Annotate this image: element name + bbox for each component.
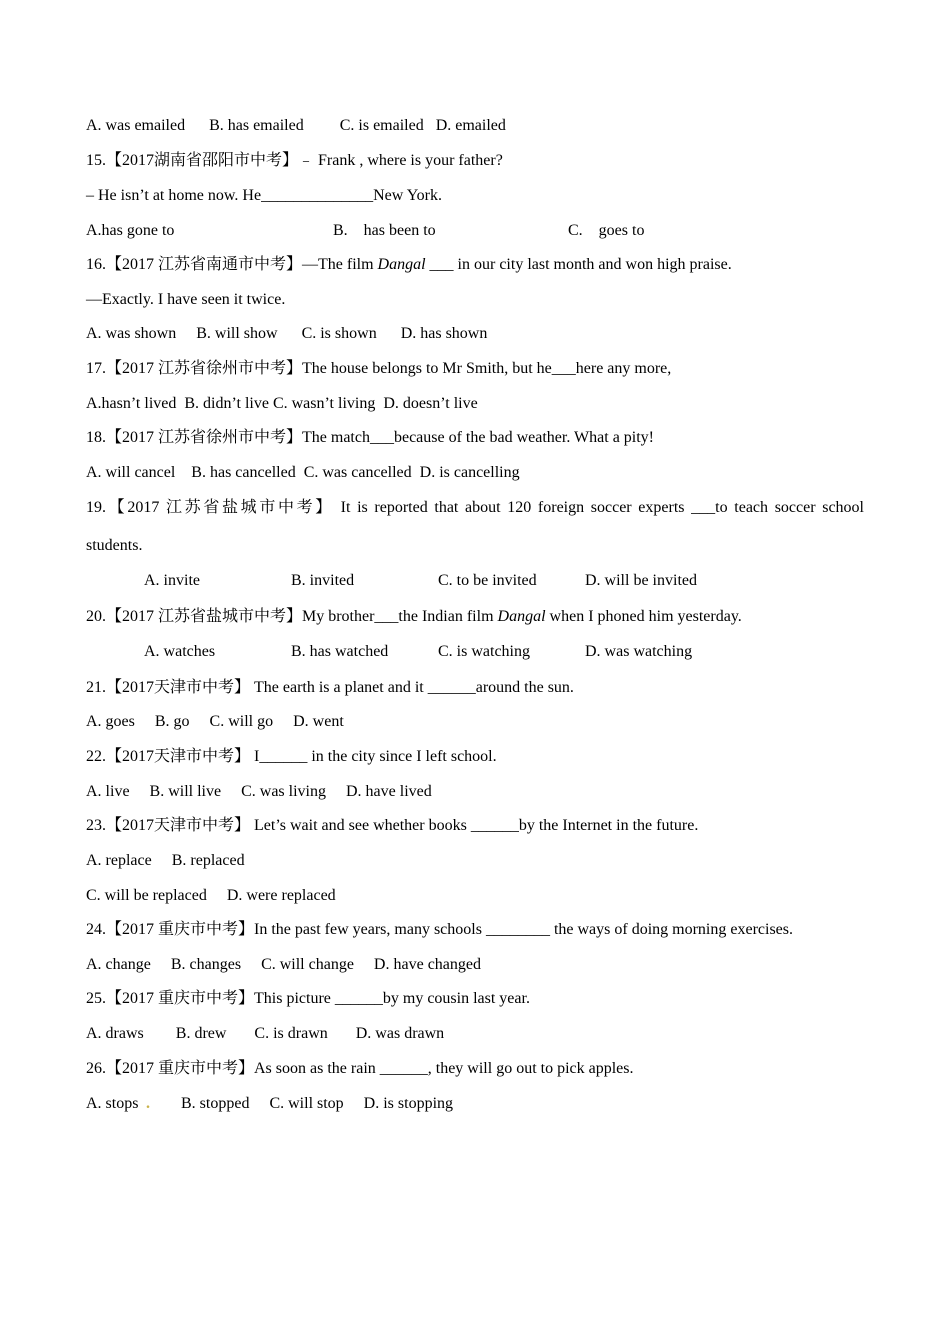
q21-question: 21.【2017天津市中考】 The earth is a planet and it ______around the sun. (86, 679, 574, 696)
q18-question: 18.【2017 江苏省徐州市中考】The match___because of the bad weather. What a pity! (86, 429, 655, 446)
q16-dialogue: —Exactly. I have seen it twice. (86, 291, 286, 308)
q26-option-a: A. stops (86, 1095, 139, 1112)
q15-option-a: A.has gone to (86, 222, 175, 239)
q19-question: 19.【2017 江苏省盐城市中考】 It is reported that about 120 foreign soccer experts ___to teach soccer school (86, 499, 864, 516)
q23-question: 23.【2017天津市中考】 Let’s wait and see whether books ______by the Internet in the future. (86, 817, 699, 834)
q23-options-ab: A. replace B. replaced (86, 852, 245, 869)
q15-question: 15.【2017湖南省邵阳市中考】﹣ Frank , where is your father? (86, 152, 503, 169)
q16-options: A. was shown B. will show C. is shown D. has shown (86, 325, 488, 342)
q23-options-cd: C. will be replaced D. were replaced (86, 887, 336, 904)
q20-option-c: C. is watching (438, 643, 530, 660)
q20-film-title: Dangal (497, 608, 546, 625)
q20-question-start: 20.【2017 江苏省盐城市中考】My brother___the Indian film (86, 608, 498, 625)
q21-options: A. goes B. go C. will go D. went (86, 713, 344, 730)
q20-option-b: B. has watched (291, 643, 389, 660)
q19-option-d: D. will be invited (585, 572, 697, 589)
q26-options-bcd: B. stopped C. will stop D. is stopping (181, 1095, 454, 1112)
q17-question: 17.【2017 江苏省徐州市中考】The house belongs to Mr Smith, but he___here any more, (86, 360, 672, 377)
q25-question: 25.【2017 重庆市中考】This picture ______by my cousin last year. (86, 990, 530, 1007)
q24-options: A. change B. changes C. will change D. have changed (86, 956, 481, 973)
q18-options: A. will cancel B. has cancelled C. was cancelled D. is cancelling (86, 464, 520, 481)
q25-options: A. draws B. drew C. is drawn D. was drawn (86, 1025, 445, 1042)
q20-option-d: D. was watching (585, 643, 693, 660)
q16-question (86, 257, 732, 273)
stray-dot-mark: . (146, 1095, 150, 1112)
q19-option-c: C. to be invited (438, 572, 537, 589)
q16-film-title: Dangal (377, 256, 426, 273)
q24-question: 24.【2017 重庆市中考】In the past few years, many schools ________ the ways of doing morning exercises. (86, 921, 793, 938)
q22-options: A. live B. will live C. was living D. have lived (86, 783, 432, 800)
q15-dialogue: – He isn’t at home now. He______________New York. (86, 187, 442, 204)
q15-option-b: B. has been to (333, 222, 436, 239)
q26-question: 26.【2017 重庆市中考】As soon as the rain ______, they will go out to pick apples. (86, 1060, 634, 1077)
q16-question-end: ___ in our city last month and won high praise. (425, 256, 732, 273)
q20-question (86, 609, 742, 625)
q20-option-a: A. watches (144, 643, 216, 660)
q19-option-a: A. invite (144, 572, 200, 589)
q20-question-end: when I phoned him yesterday. (545, 608, 742, 625)
q14-options: A. was emailed B. has emailed C. is emailed D. emailed (86, 117, 506, 134)
q16-question-start: 16.【2017 江苏省南通市中考】—The film (86, 256, 378, 273)
q19-question-continued: students. (86, 537, 143, 554)
q17-options: A.hasn’t lived B. didn’t live C. wasn’t living D. doesn’t live (86, 395, 478, 412)
q15-option-c: C. goes to (568, 222, 645, 239)
q22-question: 22.【2017天津市中考】 I______ in the city since I left school. (86, 748, 497, 765)
q19-option-b: B. invited (291, 572, 355, 589)
